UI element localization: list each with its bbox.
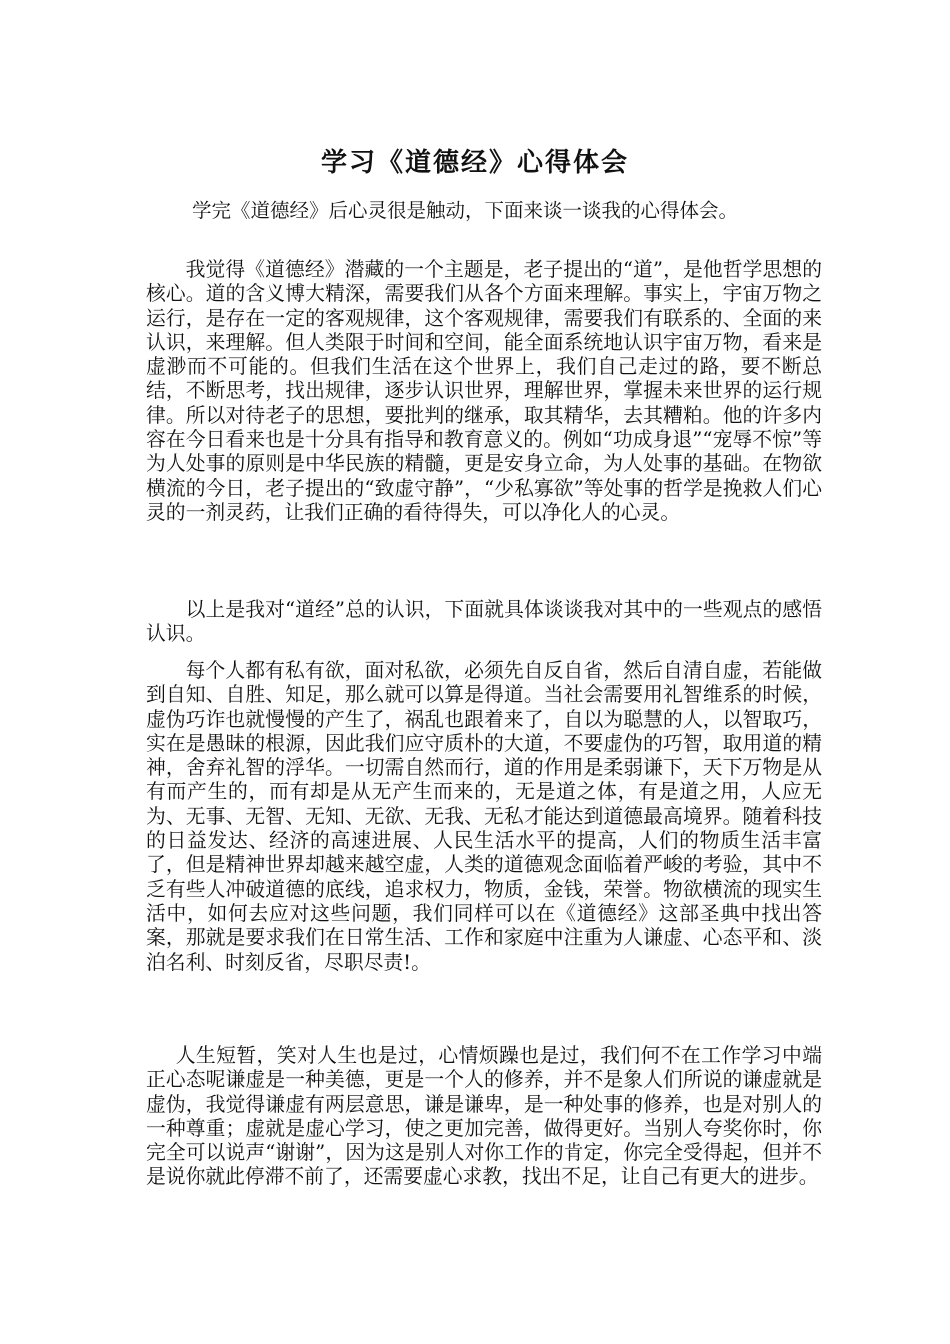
paragraph-4: 人生短暂，笑对人生也是过，心情烦躁也是过，我们何不在工作学习中端正心态呢谦虚是一种美德，更是一个人的修养，并不是象人们所说的谦虚就是虚伪，我觉得谦虚有两层意思，谦是谦卑，是一种处事的修养，也是对别人的一种尊重；虚就是虚心学习，使之更加完善，做得更好。当别人夸奖你时，你完全可以说声“谢谢”，因为这是别人对你工作的肯定，你完全受得起，但并不是说你就此停滞不前了，还需要虚心求教，找出不足，让自己有更大的进步。 — [146, 1044, 822, 1189]
intro-line: 学完《道德经》后心灵很是触动，下面来谈一谈我的心得体会。 — [192, 199, 739, 222]
document-title: 学习《道德经》心得体会 — [320, 148, 629, 178]
paragraph-3: 每个人都有私有欲，面对私欲，必须先自反自省，然后自清自虚，若能做到自知、自胜、知足，那么就可以算是得道。当社会需要用礼智维系的时候，虚伪巧诈也就慢慢的产生了，祸乱也跟着来了，自以为聪慧的人，以智取巧，实在是愚昧的根源，因此我们应守质朴的大道，不要虚伪的巧智，取用道的精神，舍弃礼智的浮华。一切需自然而行，道的作用是柔弱谦下，天下万物是从有而产生的，而有却是从无产生而来的，无是道之体，有是道之用，人应无为、无事、无智、无知、无欲、无我、无私才能达到道德最高境界。随着科技的日益发达、经济的高速进展、人民生活水平的提高，人们的物质生活丰富了，但是精神世界却越来越空虚，人类的道德观念面临着严峻的考验，其中不乏有些人冲破道德的底线，追求权力，物质，金钱，荣誉。物欲横流的现实生活中，如何去应对这些问题，我们同样可以在《道德经》这部圣典中找出答案，那就是要求我们在日常生活、工作和家庭中注重为人谦虚、心态平和、淡泊名利、时刻反省，尽职尽责!。 — [146, 659, 822, 974]
paragraph-1: 我觉得《道德经》潜藏的一个主题是，老子提出的“道”，是他哲学思想的核心。道的含义博大精深，需要我们从各个方面来理解。事实上，宇宙万物之运行，是存在一定的客观规律，这个客观规律，需要我们有联系的、全面的来认识，来理解。但人类限于时间和空间，能全面系统地认识宇宙万物，看来是虚渺而不可能的。但我们生活在这个世界上，我们自己走过的路，要不断总结，不断思考，找出规律，逐步认识世界，理解世界，掌握未来世界的运行规律。所以对待老子的思想，要批判的继承，取其精华，去其糟粕。他的许多内容在今日看来也是十分具有指导和教育意义的。例如“功成身退”“宠辱不惊”等为人处事的原则是中华民族的精髓，更是安身立命，为人处事的基础。在物欲横流的今日，老子提出的“致虚守静”，“少私寡欲”等处事的哲学是挽救人们心灵的一剂灵药，让我们正确的看待得失，可以净化人的心灵。 — [146, 258, 822, 524]
paragraph-2: 以上是我对“道经”总的认识，下面就具体谈谈我对其中的一些观点的感悟认识。 — [146, 598, 822, 646]
